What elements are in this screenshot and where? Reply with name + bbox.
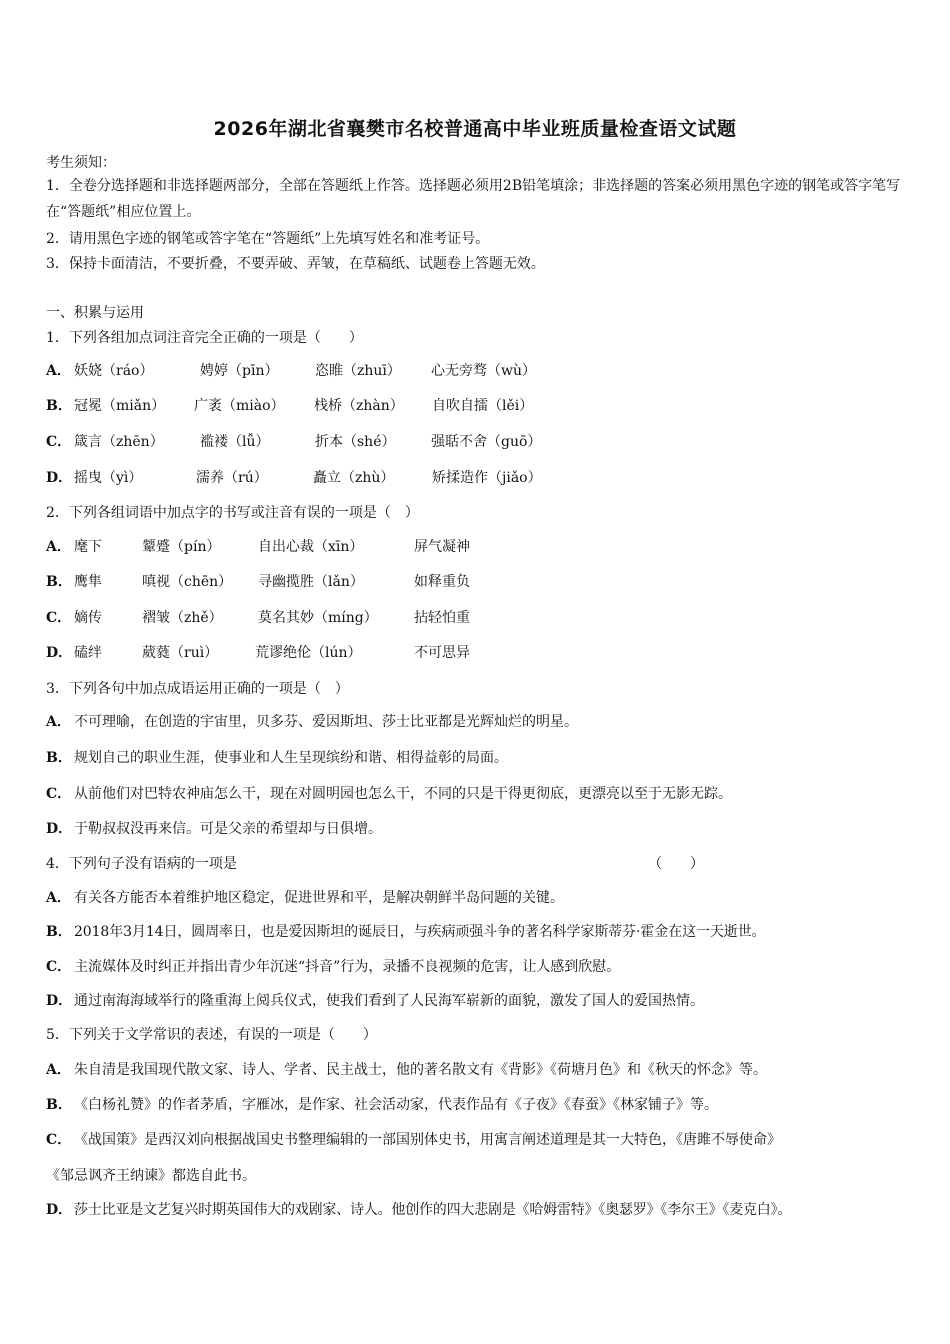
exam-title: 2026年湖北省襄樊市名校普通高中毕业班质量检查语文试题 — [213, 118, 737, 140]
option-item: 箴言（zhēn） — [74, 434, 164, 450]
q1-option-c — [46, 431, 541, 451]
option-item: 矗立（zhù） — [313, 470, 395, 486]
notice-item-3: 3．保持卡面清洁，不要折叠，不要弄破、弄皱，在草稿纸、试题卷上答题无效。 — [46, 256, 545, 272]
q2-stem: 2．下列各组词语中加点字的书写或注音有误的一项是（ ） — [46, 505, 419, 521]
option-item: 褶皱（zhě） — [142, 610, 223, 626]
option-item: 如释重负 — [414, 574, 470, 590]
q3-option-b — [46, 747, 508, 767]
option-letter: C． — [46, 959, 72, 975]
option-letter: D． — [46, 993, 73, 1009]
option-item: 嫡传 — [74, 610, 102, 626]
option-item: 褴褛（lǚ） — [200, 434, 270, 450]
option-letter: B． — [46, 750, 72, 766]
option-item: 磕绊 — [74, 645, 102, 661]
option-item: 寻幽揽胜（lǎn） — [258, 574, 364, 590]
q5-option-c-continued: 《邹忌讽齐王纳谏》都选自此书。 — [46, 1168, 256, 1184]
q5-stem: 5．下列关于文学常识的表述，有误的一项是（ ） — [46, 1027, 377, 1043]
q3-option-c — [46, 783, 732, 803]
option-letter: C． — [46, 434, 72, 450]
q5-option-c — [46, 1129, 781, 1149]
option-item: 摇曳（yì） — [74, 470, 143, 486]
option-text: 主流媒体及时纠正并指出青少年沉迷“抖音”行为，录播不良视频的危害，让人感到欣慰。 — [74, 959, 621, 975]
section-heading: 一、积累与运用 — [46, 305, 144, 321]
option-letter: B． — [46, 924, 72, 940]
option-item: 不可思异 — [414, 645, 470, 661]
notice-item-2: 2．请用黑色字迹的钢笔或答字笔在“答题纸”上先填写姓名和准考证号。 — [46, 231, 490, 247]
q1-option-a — [46, 360, 536, 380]
option-letter: B． — [46, 398, 72, 414]
option-item: 莫名其妙（míng） — [258, 610, 378, 626]
option-letter: A． — [46, 363, 71, 379]
option-item: 矫揉造作（jiǎo） — [432, 470, 542, 486]
option-item: 自吹自擂（lěi） — [432, 398, 534, 414]
option-item: 栈桥（zhàn） — [314, 398, 404, 414]
q1-option-d — [46, 467, 542, 487]
option-item: 强聒不舍（guō） — [431, 434, 542, 450]
option-letter: A． — [46, 539, 71, 555]
q3-option-a — [46, 711, 578, 731]
option-item: 折本（shé） — [315, 434, 396, 450]
option-item: 冠冕（miǎn） — [74, 398, 166, 414]
q2-option-b — [46, 571, 470, 591]
option-text: 《战国策》是西汉刘向根据战国史书整理编辑的一部国别体史书，用寓言阐述道理是其一大特色，《唐雎不辱使命》 — [74, 1132, 781, 1148]
q4-option-d — [46, 990, 704, 1010]
option-text: 朱自清是我国现代散文家、诗人、学者、民主战士，他的著名散文有《背影》《荷塘月色》和《秋天的怀念》等。 — [74, 1062, 767, 1078]
option-letter: B． — [46, 1097, 72, 1113]
option-letter: A． — [46, 1062, 71, 1078]
option-letter: A． — [46, 890, 71, 906]
option-item: 鹰隼 — [74, 574, 102, 590]
option-item: 心无旁骛（wù） — [431, 363, 536, 379]
notice-item-1: 1．全卷分选择题和非选择题两部分，全部在答题纸上作答。选择题必须用2B铅笔填涂；非选择题的答案必须用黑色字迹的钢笔或答字笔写在“答题纸”相应位置上。 — [46, 178, 901, 220]
option-item: 广袤（miào） — [194, 398, 285, 414]
q4-answer-paren: （ ） — [648, 856, 704, 872]
option-letter: C． — [46, 610, 72, 626]
q4-option-a — [46, 887, 564, 907]
option-item: 妖娆（ráo） — [74, 363, 154, 379]
option-text: 2018年3月14日，圆周率日，也是爱因斯坦的诞辰日，与疾病顽强斗争的著名科学家斯蒂芬·霍金在这一天逝世。 — [74, 924, 766, 940]
q5-option-d — [46, 1199, 791, 1219]
option-text: 规划自己的职业生涯，使事业和人生呈现缤纷和谐、相得益彰的局面。 — [74, 750, 508, 766]
q4-stem: 4．下列句子没有语病的一项是 — [46, 856, 237, 872]
option-item: 葳蕤（ruì） — [142, 645, 219, 661]
option-letter: D． — [46, 1202, 72, 1218]
option-text: 不可理喻，在创造的宇宙里，贝多芬、爱因斯坦、莎士比亚都是光辉灿烂的明星。 — [74, 714, 578, 730]
option-text: 于勒叔叔没再来信。可是父亲的希望却与日俱增。 — [74, 821, 382, 837]
option-text: 有关各方能否本着维护地区稳定，促进世界和平，是解决朝鲜半岛问题的关键。 — [74, 890, 564, 906]
option-item: 娉婷（pīn） — [200, 363, 279, 379]
q1-stem: 1．下列各组加点词注音完全正确的一项是（ ） — [46, 330, 363, 346]
option-item: 濡养（rú） — [196, 470, 268, 486]
q2-option-d — [46, 642, 470, 662]
option-text: 莎士比亚是文艺复兴时期英国伟大的戏剧家、诗人。他创作的四大悲剧是《哈姆雷特》《奥瑟罗》《李尔王》《麦克白》。 — [74, 1202, 792, 1218]
option-item: 荒谬绝伦（lún） — [255, 645, 362, 661]
option-letter: D． — [46, 645, 73, 661]
q1-option-b — [46, 395, 533, 415]
notice-heading: 考生须知： — [46, 155, 116, 171]
q3-option-d — [46, 818, 382, 838]
option-letter: A． — [46, 714, 71, 730]
option-letter: B． — [46, 574, 72, 590]
option-text: 从前他们对巴特农神庙怎么干，现在对圆明园也怎么干，不同的只是干得更彻底，更漂亮以至于无影无踪。 — [74, 786, 732, 802]
option-item: 颦蹙（pín） — [142, 539, 221, 555]
option-text: 通过南海海域举行的隆重海上阅兵仪式，使我们看到了人民海军崭新的面貌，激发了国人的爱国热情。 — [74, 993, 704, 1009]
q5-option-a — [46, 1059, 767, 1079]
option-letter: D． — [46, 821, 73, 837]
option-letter: D． — [46, 470, 73, 486]
option-item: 自出心裁（xīn） — [258, 539, 364, 555]
option-item: 拈轻怕重 — [414, 610, 470, 626]
option-item: 恣睢（zhuī） — [315, 363, 401, 379]
option-item: 嗔视（chēn） — [142, 574, 233, 590]
option-letter: C． — [46, 1132, 72, 1148]
q5-option-b — [46, 1094, 718, 1114]
option-text: 《白杨礼赞》的作者茅盾，字雁冰，是作家、社会活动家，代表作品有《子夜》《春蚕》《林家铺子》等。 — [74, 1097, 718, 1113]
q4-option-b — [46, 921, 766, 941]
option-item: 麾下 — [74, 539, 102, 555]
q2-option-c — [46, 607, 470, 627]
option-letter: C． — [46, 786, 72, 802]
option-item: 屏气凝神 — [414, 539, 470, 555]
q2-option-a — [46, 536, 470, 556]
q3-stem: 3．下列各句中加点成语运用正确的一项是（ ） — [46, 681, 349, 697]
q4-option-c — [46, 956, 620, 976]
